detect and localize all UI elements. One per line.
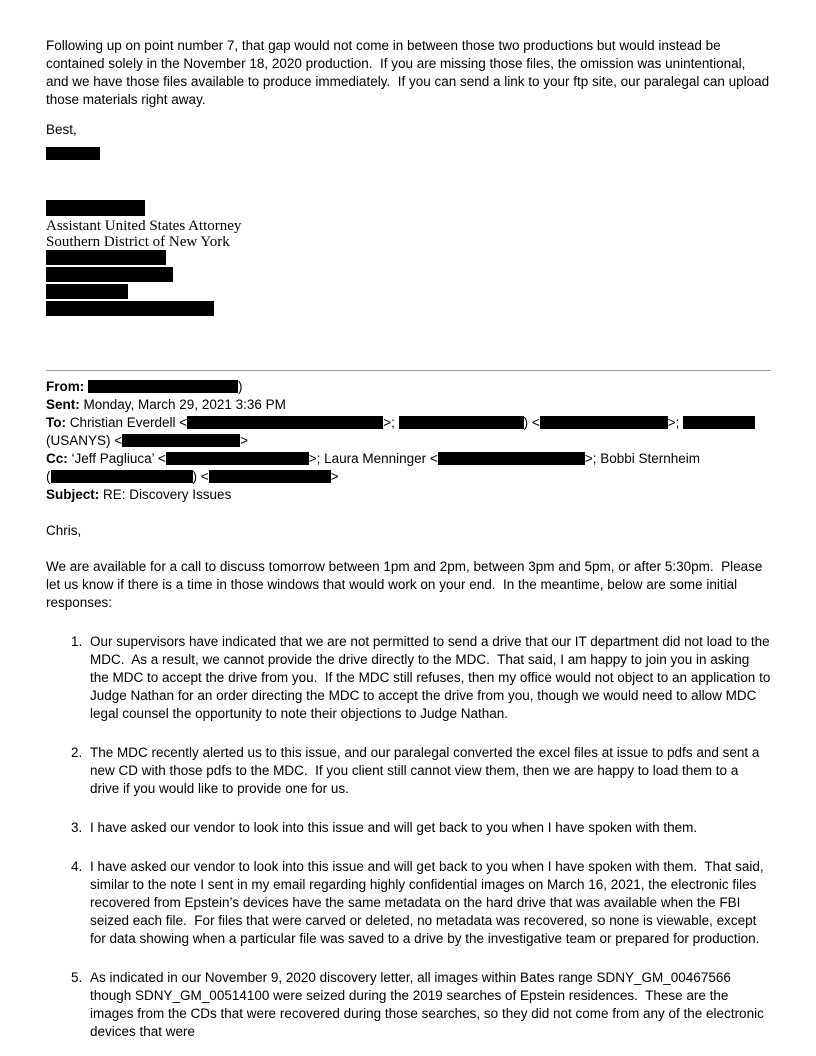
list-item: 1. Our supervisors have indicated that we are not permitted to send a drive that our IT department did not load to the MDC. As a result, we cannot provide the drive directly to the MDC. That said, I am happy to join you in asking the MDC to accept the drive from you. If the MDC still refuses, then my office would not object to an application to Judge Nathan for an order directing the MDC to accept the drive from you, though we would need to allow MDC legal counsel the opportunity to note their objections to Judge Nathan. [86, 633, 771, 723]
cc-label: Cc: [46, 451, 68, 466]
redaction-bar [540, 416, 668, 429]
list-item: 4. I have asked our vendor to look into this issue and will get back to you when I have spoken with them. That said, similar to the note I sent in my email regarding highly confidential images on March 16, 2021, the electronic files recovered from Epstein’s devices have the same metadata on the hard drive that was available when the FBI seized each file. For files that were carved or deleted, no metadata was recovered, so none is viewable, except for data showing when a particular file was saved to a drive by the investigative team or prepared for production. [86, 858, 771, 948]
redaction-bar [166, 452, 309, 465]
redaction-bar [88, 380, 238, 393]
redaction-bar [187, 416, 383, 429]
signature-block [46, 200, 771, 316]
redaction-bar [399, 416, 524, 429]
signature-office: Southern District of New York [46, 234, 230, 250]
reply-header-block [46, 378, 771, 504]
followup-paragraph: Following up on point number 7, that gap would not come in between those two productions but would instead be contained solely in the November 18, 2020 production. If you are missing those files, the omission was unintentional, and we have those files available to produce immediately. If you can send a link to your ftp site, our paralegal can upload those materials right away. [46, 38, 773, 107]
redaction-bar [46, 147, 100, 160]
divider [46, 370, 771, 371]
from-text: ) [238, 379, 243, 394]
closing-line: Best, [46, 122, 77, 137]
list-item: 5. As indicated in our November 9, 2020 discovery letter, all images within Bates range SDNY_GM_00467566 though SDNY_GM_00514100 were seized during the 2019 searches of Epstein residences. These are the images from the CDs that were recovered during those searches, so they did not come from any of the electronic devices that were [86, 969, 771, 1041]
cc-text: ) < [192, 469, 209, 484]
to-text: > [240, 433, 249, 448]
redaction-bar [51, 470, 193, 483]
to-text: >; [383, 415, 399, 430]
header-cc-line-2 [46, 468, 771, 486]
header-to-line [46, 414, 771, 432]
to-text: (USANYS) < [46, 433, 123, 448]
header-to-line-2 [46, 432, 771, 450]
redaction-bar [46, 301, 214, 316]
responses-list [46, 633, 775, 1041]
header-subject-line [46, 486, 771, 504]
header-from-line [46, 378, 771, 396]
to-label: To: [46, 415, 66, 430]
cc-text: >; Laura Menninger < [308, 451, 438, 466]
cc-text: ‘Jeff Pagliuca’ < [71, 451, 166, 466]
subject-value: RE: Discovery Issues [103, 487, 232, 502]
to-text: Christian Everdell < [69, 415, 188, 430]
to-text: ) < [523, 415, 540, 430]
cc-text: ( [46, 469, 51, 484]
redaction-bar [46, 250, 166, 265]
redaction-bar [46, 200, 145, 216]
availability-paragraph: We are available for a call to discuss tomorrow between 1pm and 2pm, between 3pm and 5pm, or after 5:30pm. Please let us know if there is a time in those windows that would work on your end. In the meantime, below are some initial responses: [46, 559, 767, 610]
greeting: Chris, [46, 523, 82, 538]
sent-label: Sent: [46, 397, 80, 412]
redaction-bar [46, 267, 173, 282]
to-text: >; [667, 415, 684, 430]
list-item: 2. The MDC recently alerted us to this issue, and our paralegal converted the excel files at issue to pdfs and sent a new CD with those pdfs to the MDC. If you client still cannot view them, then we are happy to load them to a drive if you would like to provide one for us. [86, 744, 771, 798]
from-label: From: [46, 379, 85, 394]
redaction-bar [46, 284, 128, 299]
header-cc-line [46, 450, 771, 468]
signature-title: Assistant United States Attorney [46, 218, 242, 234]
redaction-bar [683, 416, 755, 429]
redaction-bar [209, 470, 331, 483]
list-item: 3. I have asked our vendor to look into this issue and will get back to you when I have spoken with them. [86, 819, 771, 837]
redaction-bar [438, 452, 585, 465]
subject-label: Subject: [46, 487, 100, 502]
cc-text: > [330, 469, 339, 484]
cc-text: >; Bobbi Sternheim [584, 451, 701, 466]
redaction-bar [122, 434, 240, 447]
header-sent-line [46, 396, 771, 414]
sent-value: Monday, March 29, 2021 3:36 PM [83, 397, 286, 412]
